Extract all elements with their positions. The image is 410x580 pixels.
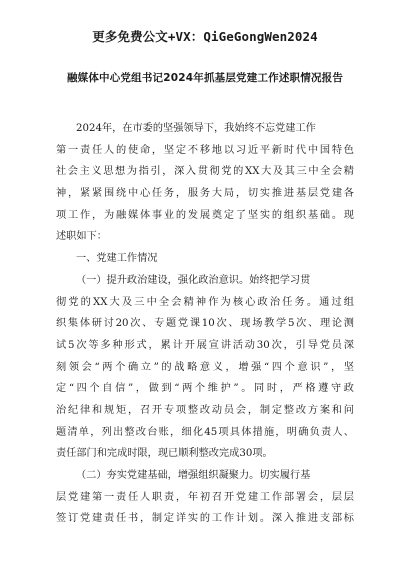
body-line: 织集体研讨20次、专题党课10次、现场教学5次、理论测	[56, 318, 354, 330]
body-line: 责任部门和完成时限，现已顺利整改完成30项。	[56, 448, 273, 460]
body-line: 层党建第一责任人职责，年初召开党建工作部署会，层层	[56, 491, 354, 503]
body-line: 题清单，列出整改台账，细化45项具体措施，明确负责人、	[56, 426, 354, 438]
body-line: 神，紧紧围绕中心任务，服务大局，切实推进基层党建各	[56, 188, 354, 200]
body-line: （一）提升政治建设，强化政治意识。始终把学习贯	[76, 274, 311, 286]
body-line: 项工作，为融媒体事业的发展奠定了坚实的组织基础。现	[56, 209, 354, 221]
document-body	[56, 118, 354, 530]
body-line: 彻党的XX大及三中全会精神作为核心政治任务。通过组	[56, 296, 354, 308]
body-line: 社会主义思想为指引，深入贯彻党的XX大及其三中全会精	[56, 166, 354, 178]
body-line: 治纪律和规矩，召开专项整改动员会，制定整改方案和问	[56, 404, 354, 416]
body-line: （二）夯实党建基础，增强组织凝聚力。切实履行基	[76, 470, 311, 481]
body-line: 试5次等多种形式，累计开展宣讲活动30次，引导党员深	[56, 339, 354, 351]
body-line: 签订党建责任书，制定详实的工作计划。深入推进支部标	[56, 513, 354, 525]
body-line: 2024年，在市委的坚强领导下，我始终不忘党建工作	[76, 123, 316, 134]
section-heading: 一、党建工作情况	[76, 253, 158, 265]
watermark-header: 更多免费公文+VX：QiGeGongWen2024	[92, 29, 318, 44]
body-line: 定“四个自信”，做到“两个维护”。同时，严格遵守政	[56, 383, 354, 395]
body-line: 第一责任人的使命，坚定不移地以习近平新时代中国特色	[56, 144, 354, 156]
body-line: 刻领会“两个确立”的战略意义，增强“四个意识”，坚	[56, 361, 354, 373]
body-line: 述职如下：	[56, 231, 107, 243]
document-title: 融媒体中心党组书记2024年抓基层党建工作述职情况报告	[66, 72, 344, 84]
